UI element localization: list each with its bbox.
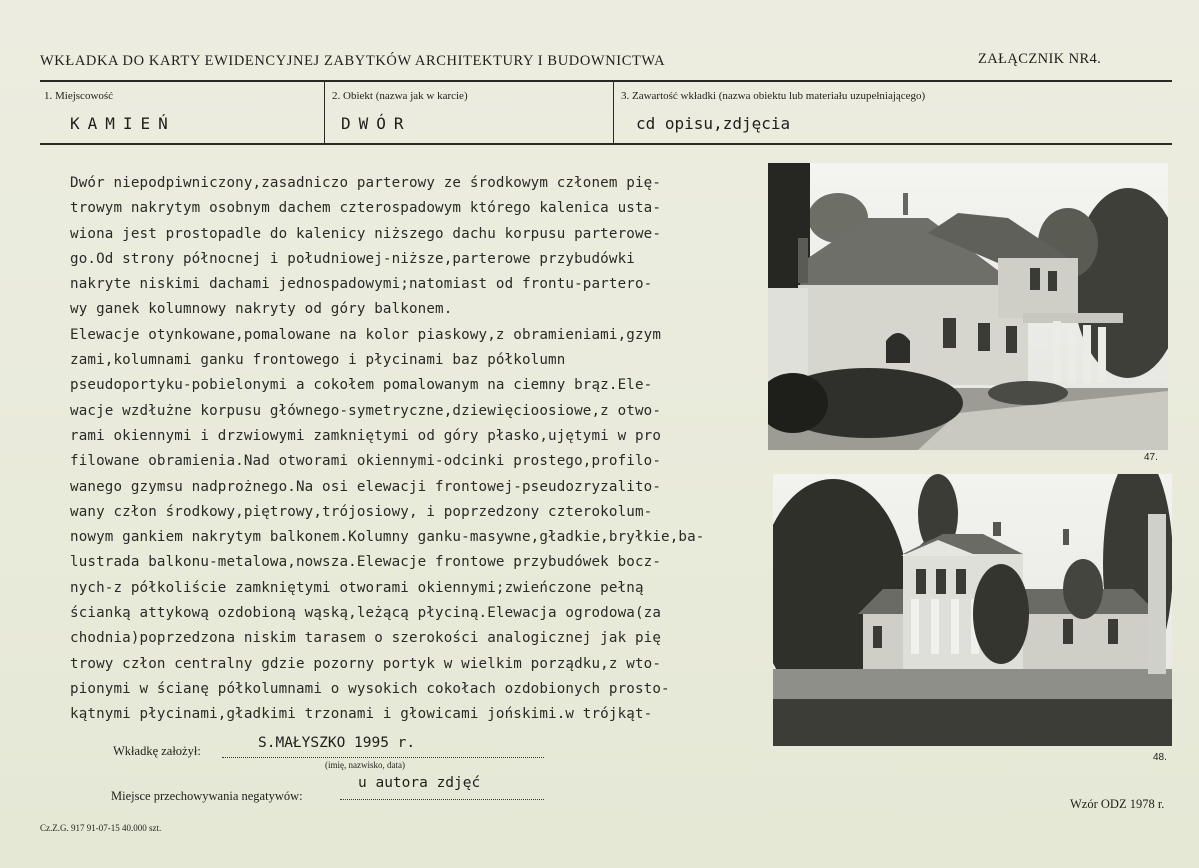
document-title: WKŁADKA DO KARTY EWIDENCYJNEJ ZABYTKÓW ARCHITEKTURY I BUDOWNICTWA [40, 53, 666, 69]
description-line: chodnia)poprzedzona niskim tarasem o szerokości analogicznej jak pię [70, 630, 662, 647]
photo-1-number: 47. [1144, 452, 1158, 463]
description-line: Elewacje otynkowane,pomalowane na kolor piaskowy,z obramieniami,gzym [70, 326, 662, 343]
description-line: zami,kolumnami ganku frontowego i płycinami baz półkolumn [70, 352, 566, 369]
photo-2-number: 48. [1153, 752, 1167, 763]
description-line: pseudoportyku-pobielonymi a cokołem pomalowanym na ciemny brąz.Ele- [70, 377, 653, 394]
description-line: nakryte niskimi dachami jednospadowymi;natomiast od frontu-partero- [70, 276, 653, 293]
description-line: trowym nakrytym osobnym dachem czterospadowym którego kalenica usta- [70, 200, 662, 217]
description-line: filowane obramienia.Nad otworami okiennymi-odcinki prostego,profilo- [70, 453, 662, 470]
form-code: Wzór ODZ 1978 r. [1070, 797, 1165, 811]
content-value: cd opisu,zdjęcia [636, 114, 791, 133]
description-line: trowy człon centralny gdzie pozorny portyk w wielkim porządku,z wto- [70, 655, 662, 672]
description-line: wacje wzdłużne korpusu głównego-symetryczne,dziewięcioosiowe,z otwo- [70, 402, 662, 419]
negatives-dotted-line [340, 799, 544, 800]
object-value: DWÓR [341, 114, 412, 133]
description-line: go.Od strony północnej i południowej-niższe,parterowe przybudówki [70, 250, 635, 267]
description-line: rami okiennymi i drzwiowymi zamkniętymi od góry płasko,ujętymi w pro [70, 427, 662, 444]
header-bottom-rule [40, 143, 1172, 145]
description-line: nowym gankiem nakrytym balkonem.Kolumny ganku-masywne,gładkie,bryłkie,ba- [70, 529, 705, 546]
field-divider-1 [324, 82, 325, 143]
description-line: wy ganek kolumnowy nakryty od góry balkonem. [70, 301, 453, 318]
header-top-rule [40, 80, 1172, 82]
print-code: Cz.Z.G. 917 91-07-15 40.000 szt. [40, 823, 162, 833]
author-hint: (imię, nazwisko, data) [325, 760, 405, 770]
author-value: S.MAŁYSZKO 1995 r. [258, 735, 416, 751]
attachment-number: ZAŁĄCZNIK NR4. [978, 51, 1102, 67]
photo-manor-side-view [768, 163, 1168, 450]
description-line: ścianką attykową ozdobioną wąską,leżącą płyciną.Elewacja ogrodowa(za [70, 605, 662, 622]
field-divider-2 [613, 82, 614, 143]
description-text [70, 171, 765, 728]
author-dotted-line [222, 757, 544, 758]
description-line: nych-z półkoliście zamkniętymi otworami okiennymi;zwieńczone pełną [70, 579, 644, 596]
description-line: wanego gzymsu nadprożnego.Na osi elewacji frontowej-pseudozryzalito- [70, 478, 662, 495]
place-value: KAMIEŃ [70, 114, 176, 133]
negatives-value: u autora zdjęć [358, 775, 481, 791]
description-line: kątnymi płycinami,gładkimi trzonami i głowicami jońskimi.w trójkąt- [70, 706, 653, 723]
description-line: Dwór niepodpiwniczony,zasadniczo parterowy ze środkowym członem pię- [70, 175, 662, 191]
object-label: 2. Obiekt (nazwa jak w karcie) [332, 90, 468, 102]
photo-manor-front-view [773, 474, 1172, 746]
place-label: 1. Miejscowość [44, 90, 114, 102]
description-line: wiona jest prostopadle do kalenicy niższego dachu korpusu parterowe- [70, 225, 662, 242]
content-label: 3. Zawartość wkładki (nazwa obiektu lub materiału uzupełniającego) [621, 90, 926, 102]
description-line: wany człon środkowy,piętrowy,trójosiowy, i poprzedzony czterokolum- [70, 503, 653, 520]
negatives-label: Miejsce przechowywania negatywów: [111, 789, 303, 803]
description-line: lustrada balkonu-metalowa,nowsza.Elewacje frontowe przybudówek bocz- [70, 554, 662, 571]
description-line: pionymi w ścianę półkolumnami o wysokich cokołach ozdobionych prosto- [70, 680, 670, 697]
author-label: Wkładkę założył: [113, 744, 201, 758]
